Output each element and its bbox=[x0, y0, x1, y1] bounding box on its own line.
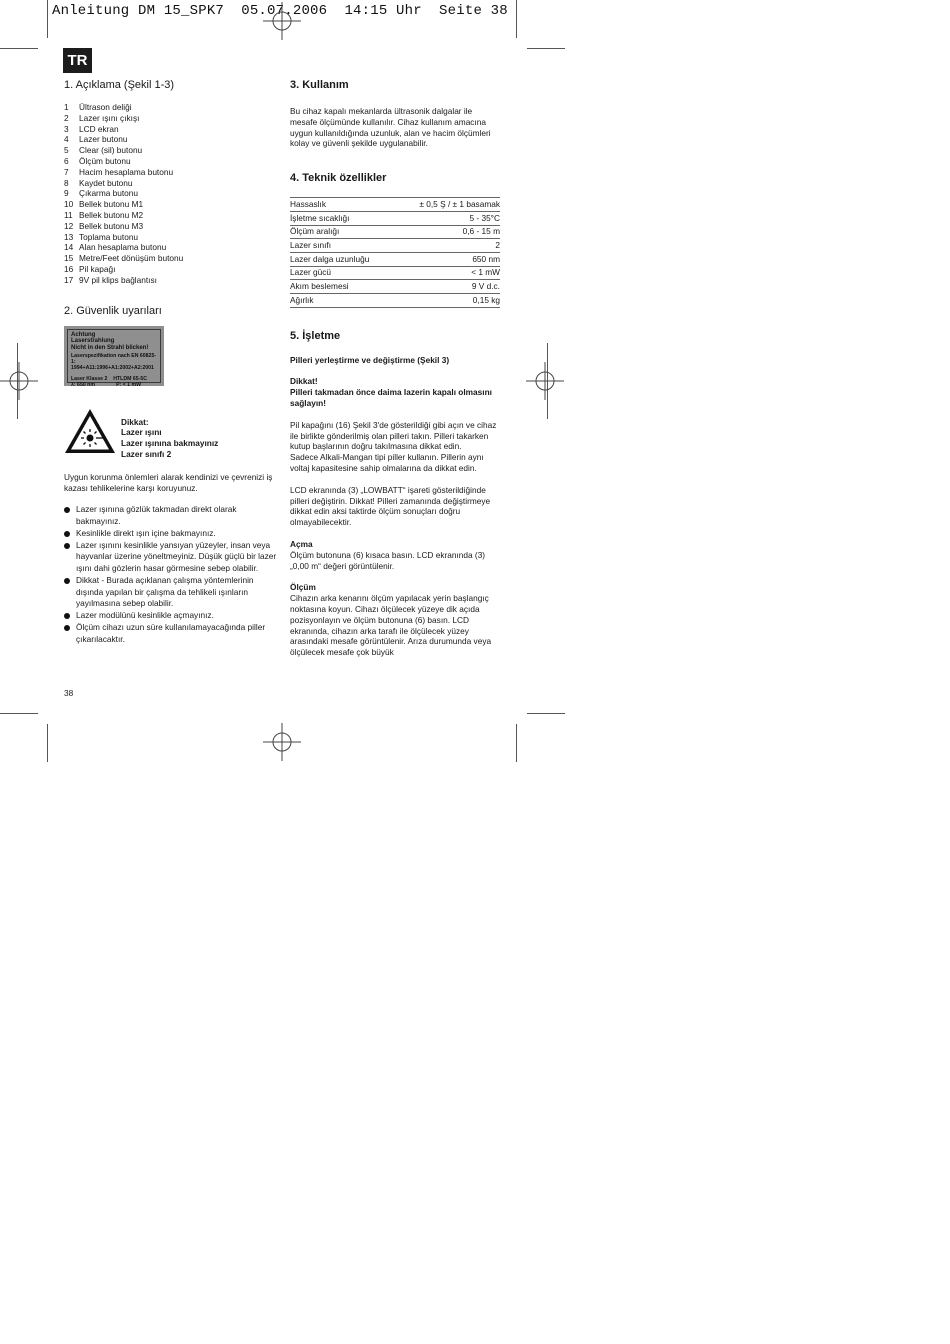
list-item: 1 Ültrason deliği bbox=[64, 102, 132, 112]
laser-hazard-icon bbox=[64, 408, 116, 454]
table-row: Lazer dalga uzunluğu 650 nm bbox=[290, 252, 500, 266]
list-item: Kesinlikle direkt ışın içine bakmayınız. bbox=[64, 528, 279, 540]
label-spec: 1994+A11:1996+A1:2002+A2:2001 bbox=[71, 364, 154, 371]
list-item: 3 LCD ekran bbox=[64, 123, 119, 134]
list-item: 4 Lazer butonu bbox=[64, 134, 128, 145]
language-badge: TR bbox=[63, 48, 92, 73]
warning-text: Dikkat: Lazer ışını Lazer ışınına bakmayınız Lazer sınıfı 2 bbox=[121, 416, 219, 459]
right-column bbox=[290, 78, 501, 658]
list-item: 13 Toplama butonu bbox=[64, 231, 139, 242]
section-title-description: 1. Açıklama (Şekil 1-3) bbox=[64, 79, 175, 91]
label-wavelength: λ: 650 nm bbox=[71, 381, 95, 388]
list-item: Ölçüm cihazı uzun süre kullanılamayacağında piller çıkarılacaktır. bbox=[64, 622, 279, 645]
table-row: Akım beslemesi 9 V d.c. bbox=[290, 280, 500, 294]
caution-text: Pilleri takmadan önce daima lazerin kapalı olmasını sağlayın! bbox=[290, 387, 492, 409]
print-header: Anleitung DM 15_SPK7 05.07.2006 14:15 Uhr Seite 38 bbox=[52, 3, 508, 19]
table-row: Lazer sınıfı 2 bbox=[290, 239, 500, 253]
left-column bbox=[64, 78, 279, 646]
caution-title: Dikkat! bbox=[290, 376, 318, 387]
label-spec: Laserspezifikation nach EN 60825-1: bbox=[71, 353, 157, 366]
crop-mark bbox=[527, 713, 565, 714]
label-class: Laser Klasse 2 bbox=[71, 375, 108, 382]
list-item: 6 Ölçüm butonu bbox=[64, 155, 131, 166]
safety-intro: Uygun korunma önlemleri alarak kendinizi ve çevrenizi iş kazası tehlikelerine karşı koruyunuz. bbox=[64, 471, 273, 493]
list-item: Lazer ışınına gözlük takmadan direkt olarak bakmayınız. bbox=[64, 504, 279, 527]
registration-mark bbox=[526, 362, 564, 400]
crop-mark bbox=[47, 724, 48, 762]
measure-text: Cihazın arka kenarını ölçüm yapılacak yerin başlangıç noktasına koyun. Cihazı ölçülecek yüzeye dik açıda pozisyonlayın ve ölçüm butonuna (6) basın. LCD ekranında, cihazın arka tarafı ile ölçülecek yüzey arasındaki mesafe görüntülenir. Arıza durumunda veya ölçülecek mesafe çok büyük bbox=[290, 593, 492, 658]
registration-mark bbox=[0, 362, 38, 400]
label-line: Laserstrahlung bbox=[71, 338, 115, 345]
list-item: 5 Clear (sil) butonu bbox=[64, 145, 143, 156]
parts-list bbox=[64, 102, 279, 286]
list-item: 2 Lazer ışını çıkışı bbox=[64, 112, 140, 123]
list-item: 14 Alan hesaplama butonu bbox=[64, 242, 167, 253]
crop-mark bbox=[47, 0, 48, 38]
list-item: 7 Hacim hesaplama butonu bbox=[64, 166, 174, 177]
battery-text-2: Sadece Alkali-Mangan tipi piller kullanın. Pillerin aynı voltaj kapasitesine sahip olmalarına da dikkat edin. bbox=[290, 452, 484, 474]
list-item: Lazer modülünü kesinlikle açmayınız. bbox=[64, 610, 279, 622]
table-row: Hassaslık ± 0,5 Ş / ± 1 basamak bbox=[290, 198, 500, 212]
power-on-title: Açma bbox=[290, 539, 313, 550]
crop-mark bbox=[516, 0, 517, 38]
power-on-text: Ölçüm butonuna (6) kısaca basın. LCD ekranında (3) „0,00 m“ değeri görüntülenir. bbox=[290, 549, 486, 571]
crop-mark bbox=[527, 48, 565, 49]
battery-text-1: Pil kapağını (16) Şekil 3'de gösterildiği gibi açın ve cihaz ile birlikte gönderilmiş olan pilleri takın. Pilleri takarken kutup başlarının doğru takılmasına dikkat edin. bbox=[290, 419, 497, 452]
battery-subtitle: Pilleri yerleştirme ve değiştirme (Şekil 3) bbox=[290, 354, 450, 365]
laser-warning-label bbox=[64, 326, 164, 386]
battery-text-3: LCD ekranında (3) „LOWBATT“ işareti gösterildiğinde pilleri değiştirin. Dikkat! Pilleri zamanında değiştirmeye dikkat edin aksi taktirde ölçüm sonuçları doğru olmayabilecektir. bbox=[290, 484, 491, 528]
list-item: Lazer ışınını kesinlikle yansıyan yüzeyler, insan veya hayvanlar üzerine yöneltmeyiniz. Düşük güçlü bir lazer ışını dahi gözlerin hasar görmesine sebep olabilir. bbox=[64, 540, 279, 575]
list-item: 10 Bellek butonu M1 bbox=[64, 199, 144, 210]
list-item: 8 Kaydet butonu bbox=[64, 177, 133, 188]
safety-bullet-list bbox=[64, 504, 279, 645]
specs-table bbox=[290, 197, 500, 308]
table-row: Ağırlık 0,15 kg bbox=[290, 294, 500, 308]
laser-warning-block bbox=[64, 408, 279, 460]
section-title-usage: 3. Kullanım bbox=[290, 79, 349, 91]
registration-mark bbox=[263, 2, 301, 40]
crop-mark bbox=[0, 48, 38, 49]
label-line: Achtung bbox=[71, 331, 96, 338]
crop-mark bbox=[516, 724, 517, 762]
list-item: 12 Bellek butonu M3 bbox=[64, 220, 144, 231]
list-item: 15 Metre/Feet dönüşüm butonu bbox=[64, 253, 184, 264]
list-item: 9 Çıkarma butonu bbox=[64, 188, 139, 199]
table-row: Ölçüm aralığı 0,6 - 15 m bbox=[290, 225, 500, 239]
section-title-operation: 5. İşletme bbox=[290, 329, 341, 342]
section-title-safety: 2. Güvenlik uyarıları bbox=[64, 304, 162, 317]
registration-mark bbox=[263, 723, 301, 761]
label-power: P: < 1 mW bbox=[116, 381, 141, 388]
crop-mark bbox=[0, 713, 38, 714]
list-item: 17 9V pil klips bağlantısı bbox=[64, 274, 157, 285]
list-item: Dikkat - Burada açıklanan çalışma yöntemlerinin dışında yapılan bir çalışma da tehlikeli ışınların yayılmasına sebep olabilir. bbox=[64, 575, 279, 610]
list-item: 11 Bellek butonu M2 bbox=[64, 209, 144, 220]
table-row: İşletme sıcaklığı 5 - 35°C bbox=[290, 211, 500, 225]
measure-title: Ölçüm bbox=[290, 582, 316, 593]
page-number: 38 bbox=[64, 688, 74, 698]
table-row: Lazer gücü < 1 mW bbox=[290, 266, 500, 280]
usage-text: Bu cihaz kapalı mekanlarda ültrasonik dalgalar ile mesafe ölçümünde kullanılır. Cihaz kullanım amacına uygun kullanıldığında uzunluk, alan ve hacim ölçümleri kolay ve güvenli şekilde uygulanabilir. bbox=[290, 106, 491, 149]
list-item: 16 Pil kapağı bbox=[64, 263, 116, 274]
label-line: Nicht in den Strahl blicken! bbox=[71, 344, 149, 351]
section-title-specs: 4. Teknik özellikler bbox=[290, 172, 387, 185]
label-model: HTLDM 65-5C bbox=[113, 375, 147, 382]
